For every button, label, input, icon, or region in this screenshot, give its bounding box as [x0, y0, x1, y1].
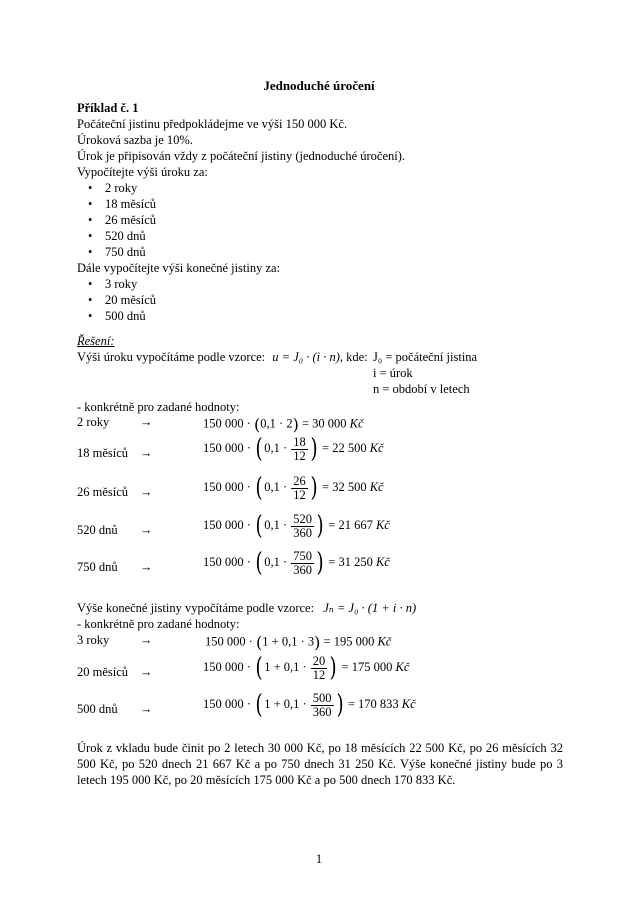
- arrow-icon: →: [140, 702, 153, 716]
- bullet-icon: •: [88, 309, 93, 323]
- bullet-icon: •: [88, 181, 93, 195]
- legend-line: n = období v letech: [373, 382, 470, 396]
- legend-line: i = úrok: [373, 366, 413, 380]
- legend-line: J₀ = počáteční jistina: [373, 350, 478, 364]
- final-concrete-label: - konkrétně pro zadané hodnoty:: [77, 617, 240, 631]
- fraction: $\frac{500}{360}$: [312, 690, 332, 719]
- intro-line: Úroková sazba je 10%.: [77, 133, 193, 147]
- document-page: Jednoduché úročení Příklad č. 1 Počáteční jistinu předpokládejme ve výši 150 000 Kč. Úroková sazba je 10%. Úrok je připisován vždy z počáteční jistiny (jednoduché úročení). Vypočítejte výši úroku za: • 2 roky • 18 měsíců • 26 měsíců • 520 dnů • 750 dnů Dále vypočítejte výši konečné jistiny za: • 3 roky • 20 měsíců • 500 dnů Řešení: Výši úroku vypočítáme podle vzorce: u = J₀ · (i · n), kde: J₀ = počáteční jistina i = úrok n = období v letech - konkrétně pro zadané hodnoty: 2 roky → 150 000 · (0,1 · 2) = 30 000 Kč 18 měsíců → 150 000 · ( 0,1 · $\frac{18}{12}$ ) = 22 500 Kč 26 měsíců → 150 000 · ( 0,1 · $\frac{26}{12}$ ) = 32 500 Kč 520 dnů → 150 000 · ( 0,1 · $\frac{520}{360}$ ) = 21 667 Kč 750 dnů → 150 000 · ( 0,1 · $\frac{750}{360}$ ) = 31 250 Kč Výše konečné jistiny vypočítáme podle vzorce: Jₙ = J₀ · (1 + i · n) - konkrétně pro zadané hodnoty: 3 roky → 150 000 · (1 + 0,1 · 3) = 195 000 Kč 20 měsíců → 150 000 · ( 1 + 0,1 · $\frac{20}{12}$ ) = 175 000 Kč 500 dnů → 150 000 · ( 1 + 0,1 · $\frac{500}{360}$ ) = 170 833 Kč Úrok z vkladu bude činit po 2 letech 30 000 Kč, po 18 měsících 22 500 Kč, po 26 měsících 32 500 Kč, po 520 dnech 21 667 Kč a po 750 dnech 31 250 Kč. Výše konečné jistiny bude po 3 letech 195 000 Kč, po 20 měsících 175 000 Kč a po 500 dnech 170 833 Kč. 1: [0, 0, 638, 903]
- interest-formula: u = J₀ · (i · n): [272, 350, 340, 364]
- example-heading: Příklad č. 1: [77, 101, 139, 115]
- arrow-icon: →: [140, 523, 153, 537]
- arrow-icon: →: [140, 485, 153, 499]
- arrow-icon: →: [140, 633, 153, 647]
- intro-line: Vypočítejte výši úroku za:: [77, 165, 208, 179]
- fraction: $\frac{26}{12}$: [293, 473, 306, 502]
- final-formula: Jₙ = J₀ · (1 + i · n): [323, 601, 417, 615]
- bullet-icon: •: [88, 245, 93, 259]
- fraction: $\frac{20}{12}$: [312, 653, 326, 682]
- conclusion-paragraph: Úrok z vkladu bude činit po 2 letech 30 000 Kč, po 18 měsících 22 500 Kč, po 26 měsících 32 500 Kč, po 520 dnech 21 667 Kč a po 750 dnech 31 250 Kč. Výše konečné jistiny bude po 3 letech 195 000 Kč, po 20 měsících 175 000 Kč a po 500 dnech 170 833 Kč.: [77, 741, 563, 787]
- arrow-icon: →: [140, 665, 153, 679]
- bullet-icon: •: [88, 213, 93, 227]
- formula-line: Výši úroku vypočítáme podle vzorce: u = J₀ · (i · n), kde:: [77, 350, 368, 364]
- bullet-icon: •: [88, 229, 93, 243]
- final-intro: Dále vypočítejte výši konečné jistiny za:: [77, 261, 281, 275]
- document-title: Jednoduché úročení: [263, 78, 375, 93]
- fraction: $\frac{520}{360}$: [293, 511, 312, 540]
- intro-line: Počáteční jistinu předpokládejme ve výši 150 000 Kč.: [77, 117, 348, 131]
- concrete-values-label: - konkrétně pro zadané hodnoty:: [77, 400, 240, 414]
- fraction: $\frac{750}{360}$: [293, 548, 312, 577]
- intro-line: Úrok je připisován vždy z počáteční jistiny (jednoduché úročení).: [77, 149, 406, 163]
- arrow-icon: →: [140, 560, 153, 574]
- arrow-icon: →: [140, 415, 153, 429]
- solution-heading: Řešení:: [77, 334, 115, 348]
- fraction: $\frac{18}{12}$: [293, 434, 306, 463]
- bullet-icon: •: [88, 293, 93, 307]
- bullet-icon: •: [88, 277, 93, 291]
- bullet-icon: •: [88, 197, 93, 211]
- arrow-icon: →: [140, 446, 153, 460]
- page-number: 1: [315, 852, 323, 866]
- final-formula-line: Výše konečné jistiny vypočítáme podle vzorce: Jₙ = J₀ · (1 + i · n): [77, 601, 417, 615]
